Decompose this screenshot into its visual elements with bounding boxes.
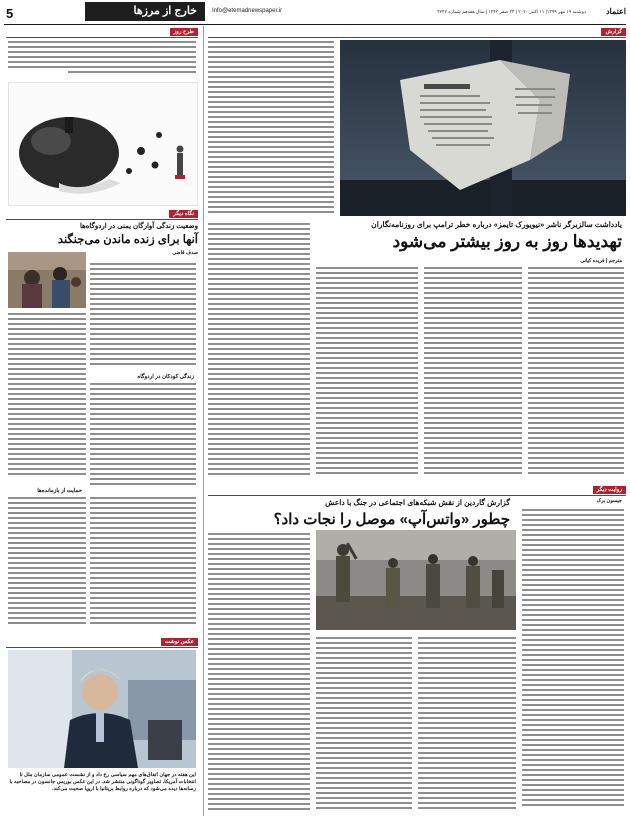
top-story-col-3 — [316, 266, 418, 482]
middle-story-col-right — [522, 508, 624, 816]
middle-story-kicker: گزارش گاردین از نقش شبکه‌های اجتماعی در جنگ با داعش — [325, 498, 510, 507]
section-title: خارج از مرزها — [133, 5, 197, 17]
cartoon-tag: طرح روز — [170, 28, 198, 36]
left-story-byline: صدف قاضی — [172, 250, 198, 256]
newspaper-photo — [340, 40, 626, 216]
photo-tag: عکس نوشت — [161, 638, 198, 646]
johnson-photo — [8, 650, 196, 768]
middle-story-headline: چطور «واتس‌آپ» موصل را نجات داد؟ — [273, 511, 510, 528]
top-story-byline: مترجم | فریده کیانی — [580, 258, 622, 264]
left-subhead-2: حمایت از بازمانده‌ها — [37, 488, 82, 494]
top-story-left-column — [208, 40, 334, 216]
report-tag-bar — [208, 28, 626, 38]
middle-story-col-center-a — [418, 636, 516, 816]
top-story-kicker: یادداشت سالزبرگر ناشر «نیویورک تایمز» درباره خطر ترامپ برای روزنامه‌نگاران — [371, 220, 622, 229]
top-story-col-4 — [208, 222, 310, 482]
left-story-text-c — [90, 382, 196, 488]
yemen-photo — [8, 252, 86, 308]
page-number: 5 — [6, 6, 14, 21]
photo-caption: این هفته در جهان اتفاق‌های مهم سیاسی رخ داد و از نشست عمومی سازمان ملل تا انتخابات آمریکا، تصاویر گوناگونی منتشر شد. در این عکس بوریس جانسون در مصاحبه با رسانه‌ها دیده می‌شود که درباره روابط بریتانیا با اروپا صحبت می‌کند. — [9, 772, 196, 792]
cartoon-tag-bar — [6, 28, 198, 38]
column-divider-main — [203, 26, 204, 816]
top-story-col-2 — [424, 266, 522, 482]
photo-tag-bar — [6, 638, 198, 648]
left-story-text-e — [90, 496, 196, 632]
top-story-col-1 — [528, 266, 624, 482]
soldiers-photo — [316, 530, 516, 630]
news2-tag: روایت دیگر — [593, 486, 626, 494]
left-story-text-b — [8, 312, 86, 484]
cartoon-intro-text — [8, 40, 196, 78]
left-story-text-d — [8, 496, 86, 632]
middle-story-byline: جیسون برک — [596, 498, 622, 504]
left-story-headline: آنها برای زنده ماندن می‌جنگند — [57, 234, 198, 246]
issue-line: دوشنبه ۱۹ مهر ۱۳۹۹| ۱۱ اکتبر ۲۰۲۰ | ۲۳ صفر ۱۴۴۲ | سال هفدهم شماره ۴۷۴۷ — [437, 9, 586, 14]
left-story-kicker: وضعیت زندگی آوارگان یمنی در اردوگاه‌ها — [79, 223, 198, 230]
news-tag: نگاه دیگر — [169, 210, 198, 218]
newspaper-logo: اعتماد — [605, 6, 626, 16]
left-subhead-1: زندگی کودکان در اردوگاه — [137, 374, 194, 380]
header-rule — [4, 24, 626, 25]
top-story-headline: تهدیدها روز به روز بیشتر می‌شود — [392, 232, 622, 251]
report-tag: گزارش — [601, 28, 626, 36]
news-tag-bar — [6, 210, 198, 220]
middle-story-col-left — [208, 532, 310, 816]
left-story-text-a — [90, 262, 196, 370]
news2-tag-bar — [208, 486, 626, 496]
email-text: Info@etemadnewspaper.ir — [212, 8, 283, 14]
middle-story-col-center-b — [316, 636, 412, 816]
page-header — [0, 0, 630, 26]
section-title-box — [85, 2, 205, 21]
cartoon-image — [8, 82, 198, 206]
